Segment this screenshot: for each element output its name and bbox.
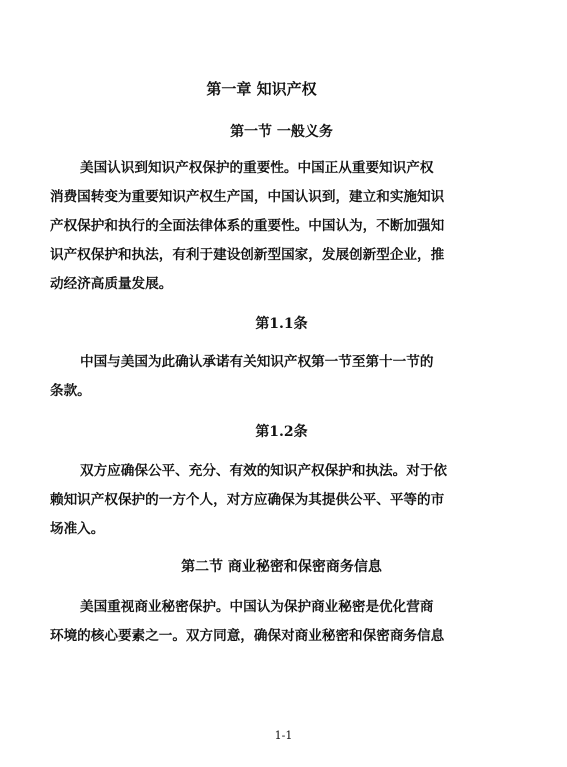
article-title: 第1.2条 bbox=[255, 424, 308, 440]
paragraph-line: 消费国转变为重要知识产权生产国，中国认识到，建立和实施知识 bbox=[50, 189, 445, 205]
page-number: 1-1 bbox=[274, 729, 293, 742]
paragraph-line: 赖知识产权保护的一方个人，对方应确保为其提供公平、平等的市 bbox=[50, 492, 445, 508]
paragraph-line: 美国认识到知识产权保护的重要性。中国正从重要知识产权 bbox=[80, 160, 434, 176]
chapter-title: 第一章 知识产权 bbox=[206, 80, 317, 98]
paragraph-line: 中国与美国为此确认承诺有关知识产权第一节至第十一节的 bbox=[80, 354, 434, 370]
paragraph-line: 识产权保护和执法，有利于建设创新型国家，发展创新型企业，推 bbox=[50, 247, 445, 263]
paragraph-line: 条款。 bbox=[50, 383, 91, 399]
paragraph-line: 双方应确保公平、充分、有效的知识产权保护和执法。对于依 bbox=[80, 463, 448, 479]
article-title: 第1.1条 bbox=[255, 316, 308, 332]
paragraph-line: 环境的核心要素之一。双方同意，确保对商业秘密和保密商务信息 bbox=[50, 628, 445, 644]
section-title: 第一节 一般义务 bbox=[230, 124, 333, 140]
paragraph-line: 动经济高质量发展。 bbox=[50, 276, 173, 292]
section-title: 第二节 商业秘密和保密商务信息 bbox=[181, 559, 382, 575]
paragraph-line: 产权保护和执行的全面法律体系的重要性。中国认为，不断加强知 bbox=[50, 218, 445, 234]
paragraph-line: 美国重视商业秘密保护。中国认为保护商业秘密是优化营商 bbox=[80, 599, 434, 615]
paragraph-line: 场准入。 bbox=[50, 521, 105, 537]
